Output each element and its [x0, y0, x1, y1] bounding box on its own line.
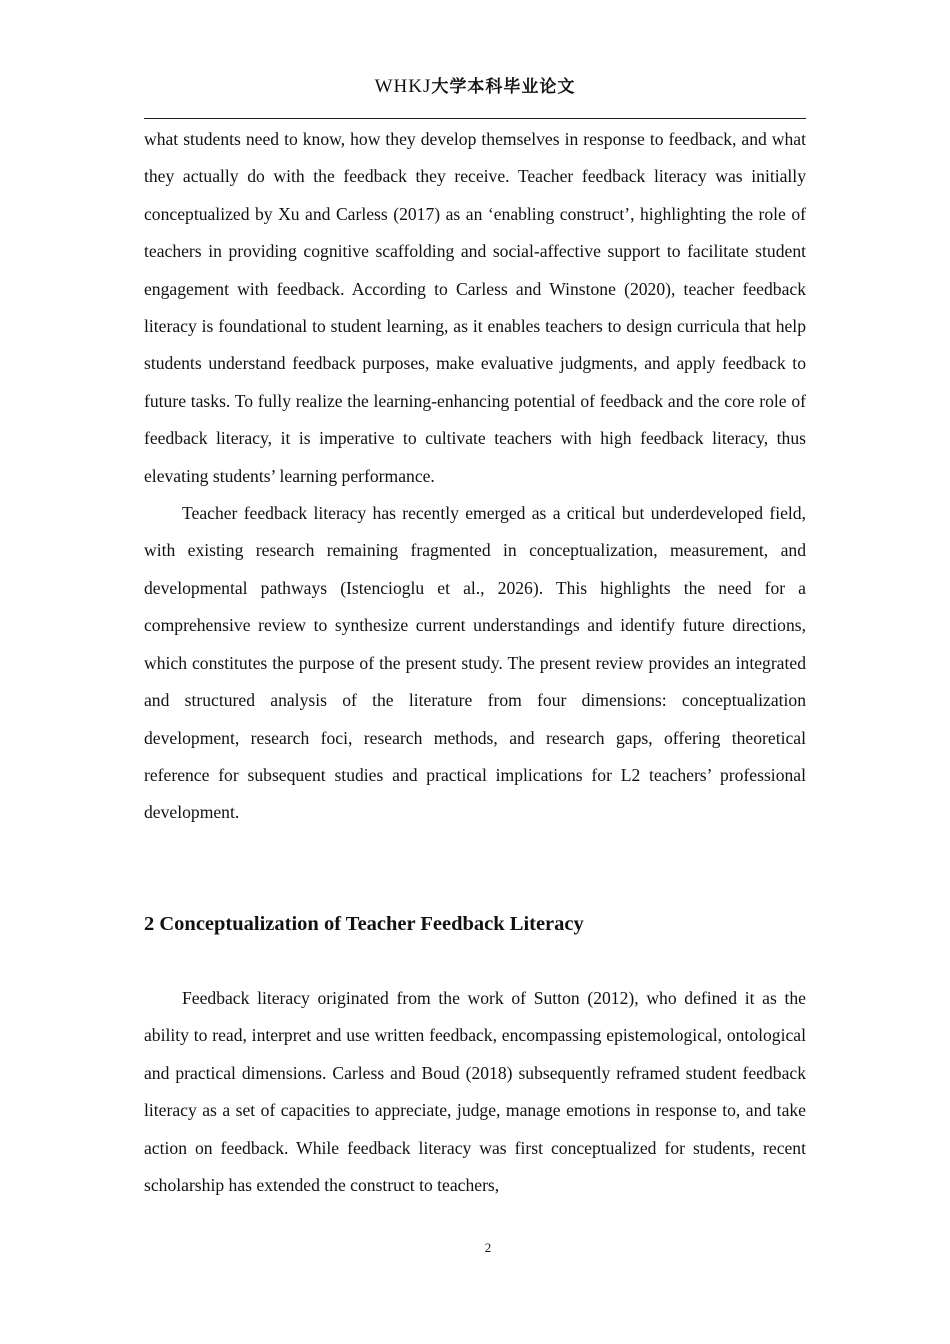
body-text-block-1 [144, 121, 806, 832]
page-number: 2 [484, 1240, 492, 1255]
section-heading: 2 Conceptualization of Teacher Feedback Literacy [144, 913, 584, 935]
header-rule [144, 118, 806, 119]
page-header [144, 72, 806, 98]
header-chinese-text: 大学本科毕业论文 [431, 77, 576, 97]
header-latin-text: WHKJ [374, 76, 432, 97]
paragraph-2: Teacher feedback literacy has recently emerged as a critical but underdeveloped field, with existing research remaining fragmented in conceptualization, measurement, and developmental pathways (Istencioglu et al., 2026). This highlights the need for a comprehensive review to synthesize current understandings and identify future directions, which constitutes the purpose of the present study. The present review provides an integrated and structured analysis of the literature from four dimensions: conceptualization development, research foci, research methods, and research gaps, offering theoretical reference for subsequent studies and practical implications for L2 teachers’ professional development. [144, 503, 806, 823]
paragraph-1: what students need to know, how they develop themselves in response to feedback, and what they actually do with the feedback they receive. Teacher feedback literacy was initially conceptualized by Xu and Carless (2017) as an ‘enabling construct’, highlighting the role of teachers in providing cognitive scaffolding and social-affective support to facilitate student engagement with feedback. According to Carless and Winstone (2020), teacher feedback literacy is foundational to student learning, as it enables teachers to design curricula that help students understand feedback purposes, make evaluative judgments, and apply feedback to future tasks. To fully realize the learning-enhancing potential of feedback and the core role of feedback literacy, it is imperative to cultivate teachers with high feedback literacy, thus elevating students’ learning performance. [144, 129, 806, 486]
paragraph-3: Feedback literacy originated from the work of Sutton (2012), who defined it as the ability to read, interpret and use written feedback, encompassing epistemological, ontological and practical dimensions. Carless and Boud (2018) subsequently reframed student feedback literacy as a set of capacities to appreciate, judge, manage emotions in response to, and take action on feedback. While feedback literacy was first conceptualized for students, recent scholarship has extended the construct to teachers, [144, 988, 806, 1196]
body-text-block-2 [144, 980, 806, 1204]
